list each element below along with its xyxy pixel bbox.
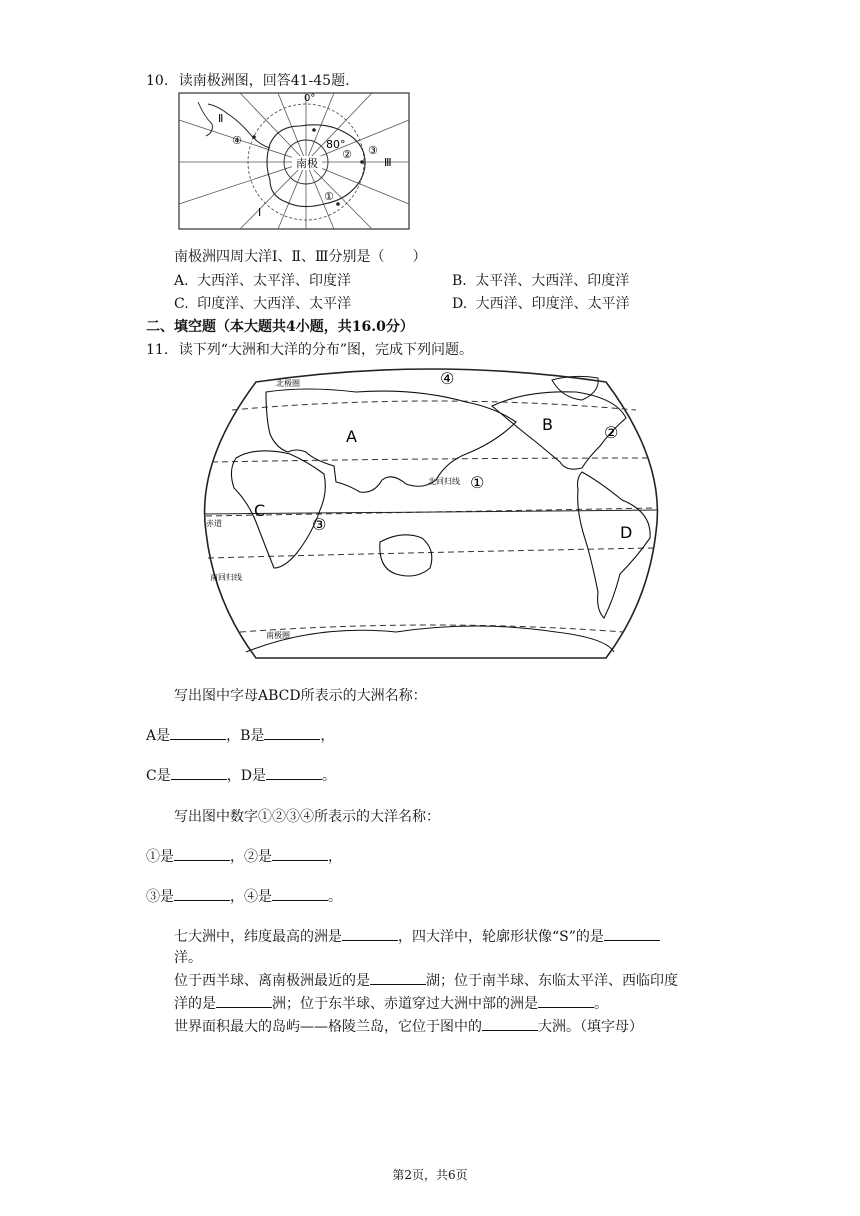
q11-ocean-line-1 [146, 846, 342, 866]
world-map [196, 362, 666, 662]
continent-C-label: C [254, 501, 266, 520]
answer-blank-3[interactable] [174, 888, 230, 901]
q11-stem-line [146, 339, 473, 359]
answer-blank-d[interactable] [266, 767, 322, 780]
option-text: 太平洋、大西洋、印度洋 [475, 273, 630, 289]
b-label: ，B是 [226, 728, 265, 744]
lat80-label: 80° [326, 138, 346, 151]
q10-number: 10. [146, 73, 169, 89]
o3-label: ③是 [146, 889, 174, 905]
q11-part1-prompt: 写出图中字母ABCD所表示的大洲名称： [174, 688, 427, 704]
tropic-capricorn-label: 南回归线 [210, 573, 242, 582]
option-text: 大西洋、印度洋、太平洋 [475, 296, 630, 312]
antarctica-map [178, 92, 410, 230]
ocean-2-label: ② [604, 423, 619, 442]
o1-label: ①是 [146, 849, 174, 865]
q11-part2-prompt: 写出图中数字①②③④所表示的大洋名称： [174, 809, 440, 825]
q11-part3-line [174, 926, 660, 946]
answer-blank-2[interactable] [272, 848, 328, 861]
a-label: A是 [146, 728, 171, 744]
point-4-label: ④ [232, 134, 242, 147]
p3-text-a: 七大洲中，纬度最高的洲是 [174, 929, 342, 945]
answer-blank-a[interactable] [170, 727, 226, 740]
tropic-cancer-label: 北回归线 [428, 477, 460, 486]
continent-D-label: D [620, 523, 633, 542]
p4-text-e: 。 [594, 996, 608, 1012]
p4-text-a: 位于西半球、离南极洲最近的是 [174, 973, 370, 989]
answer-blank-equator[interactable] [538, 995, 594, 1008]
q11-continent-line-2 [146, 765, 336, 785]
period: 。 [328, 889, 342, 905]
q11-part4-line-2 [174, 993, 608, 1013]
equator-label: 赤道 [206, 519, 222, 528]
answer-blank-greenland[interactable] [482, 1018, 538, 1031]
answer-blank-4[interactable] [272, 888, 328, 901]
option-text: 大西洋、太平洋、印度洋 [197, 273, 352, 289]
lon0-label: 0° [304, 93, 316, 104]
comma: ， [328, 849, 342, 865]
section-heading: 二、填空题（本大题共4小题，共16.0分） [146, 319, 414, 335]
ocean-1-label: ① [470, 473, 485, 492]
answer-blank-west[interactable] [370, 972, 426, 985]
p4-text-b: 湖；位于南半球、东临太平洋、西临印度 [426, 973, 678, 989]
ocean-II-label: Ⅱ [218, 112, 224, 125]
answer-blank-south[interactable] [216, 995, 272, 1008]
q11-continent-line-1 [146, 725, 334, 745]
option-key: D. [452, 296, 468, 312]
antarctic-circle-label: 南极圈 [266, 631, 290, 640]
p3-text-b: ，四大洋中，轮廓形状像“S”的是 [398, 929, 604, 945]
page-footer: 第2页，共6页 [392, 1168, 468, 1182]
q10-option-d[interactable] [452, 293, 630, 313]
q11-stem: 读下列“大洲和大洋的分布”图，完成下列问题。 [178, 342, 474, 358]
continent-B-label: B [542, 415, 553, 434]
south-pole-label: 南极 [296, 157, 318, 170]
answer-blank-1[interactable] [174, 848, 230, 861]
ocean-I-label: Ⅰ [258, 206, 262, 219]
option-key: A. [174, 273, 189, 289]
arctic-circle-label: 北极圈 [276, 379, 300, 388]
answer-blank-s-ocean[interactable] [604, 928, 660, 941]
point-2-label: ② [342, 148, 352, 161]
comma: ， [320, 728, 335, 744]
p4-text-d: 洲；位于东半球、赤道穿过大洲中部的洲是 [272, 996, 538, 1012]
d-label: ，D是 [226, 768, 266, 784]
option-key: C. [174, 296, 189, 312]
ocean-3-label: ③ [312, 515, 327, 534]
q10-stem-line [146, 70, 350, 90]
o2-label: ，②是 [230, 849, 272, 865]
period: 。 [321, 768, 336, 784]
q11-ocean-line-2 [146, 886, 342, 906]
ocean-III-label: Ⅲ [384, 156, 392, 169]
point-3-label: ③ [368, 144, 378, 157]
ocean-4-label: ④ [440, 369, 455, 388]
q11-part5-line [174, 1016, 643, 1036]
c-label: C是 [146, 768, 171, 784]
q10-stem: 读南极洲图，回答41-45题. [178, 73, 350, 89]
continent-A-label: A [346, 427, 357, 446]
q10-option-c[interactable] [174, 293, 351, 313]
option-key: B. [452, 273, 467, 289]
p5-text-b: 大洲。（填字母） [538, 1019, 643, 1035]
q11-part4-line [174, 970, 678, 990]
q11-number: 11. [146, 342, 169, 358]
q10-question: 南极洲四周大洋Ⅰ、Ⅱ、Ⅲ分别是（ ） [174, 249, 427, 265]
option-text: 印度洋、大西洋、太平洋 [197, 296, 352, 312]
q10-option-a[interactable] [174, 270, 351, 290]
o4-label: ，④是 [230, 889, 272, 905]
q11-part3-end: 洋。 [174, 950, 202, 966]
q10-option-b[interactable] [452, 270, 629, 290]
answer-blank-b[interactable] [264, 727, 320, 740]
answer-blank-c[interactable] [171, 767, 227, 780]
answer-blank-highest[interactable] [342, 928, 398, 941]
p4-text-c: 洋的是 [174, 996, 216, 1012]
p5-text-a: 世界面积最大的岛屿——格陵兰岛，它位于图中的 [174, 1019, 482, 1035]
point-1-label: ① [324, 190, 334, 203]
